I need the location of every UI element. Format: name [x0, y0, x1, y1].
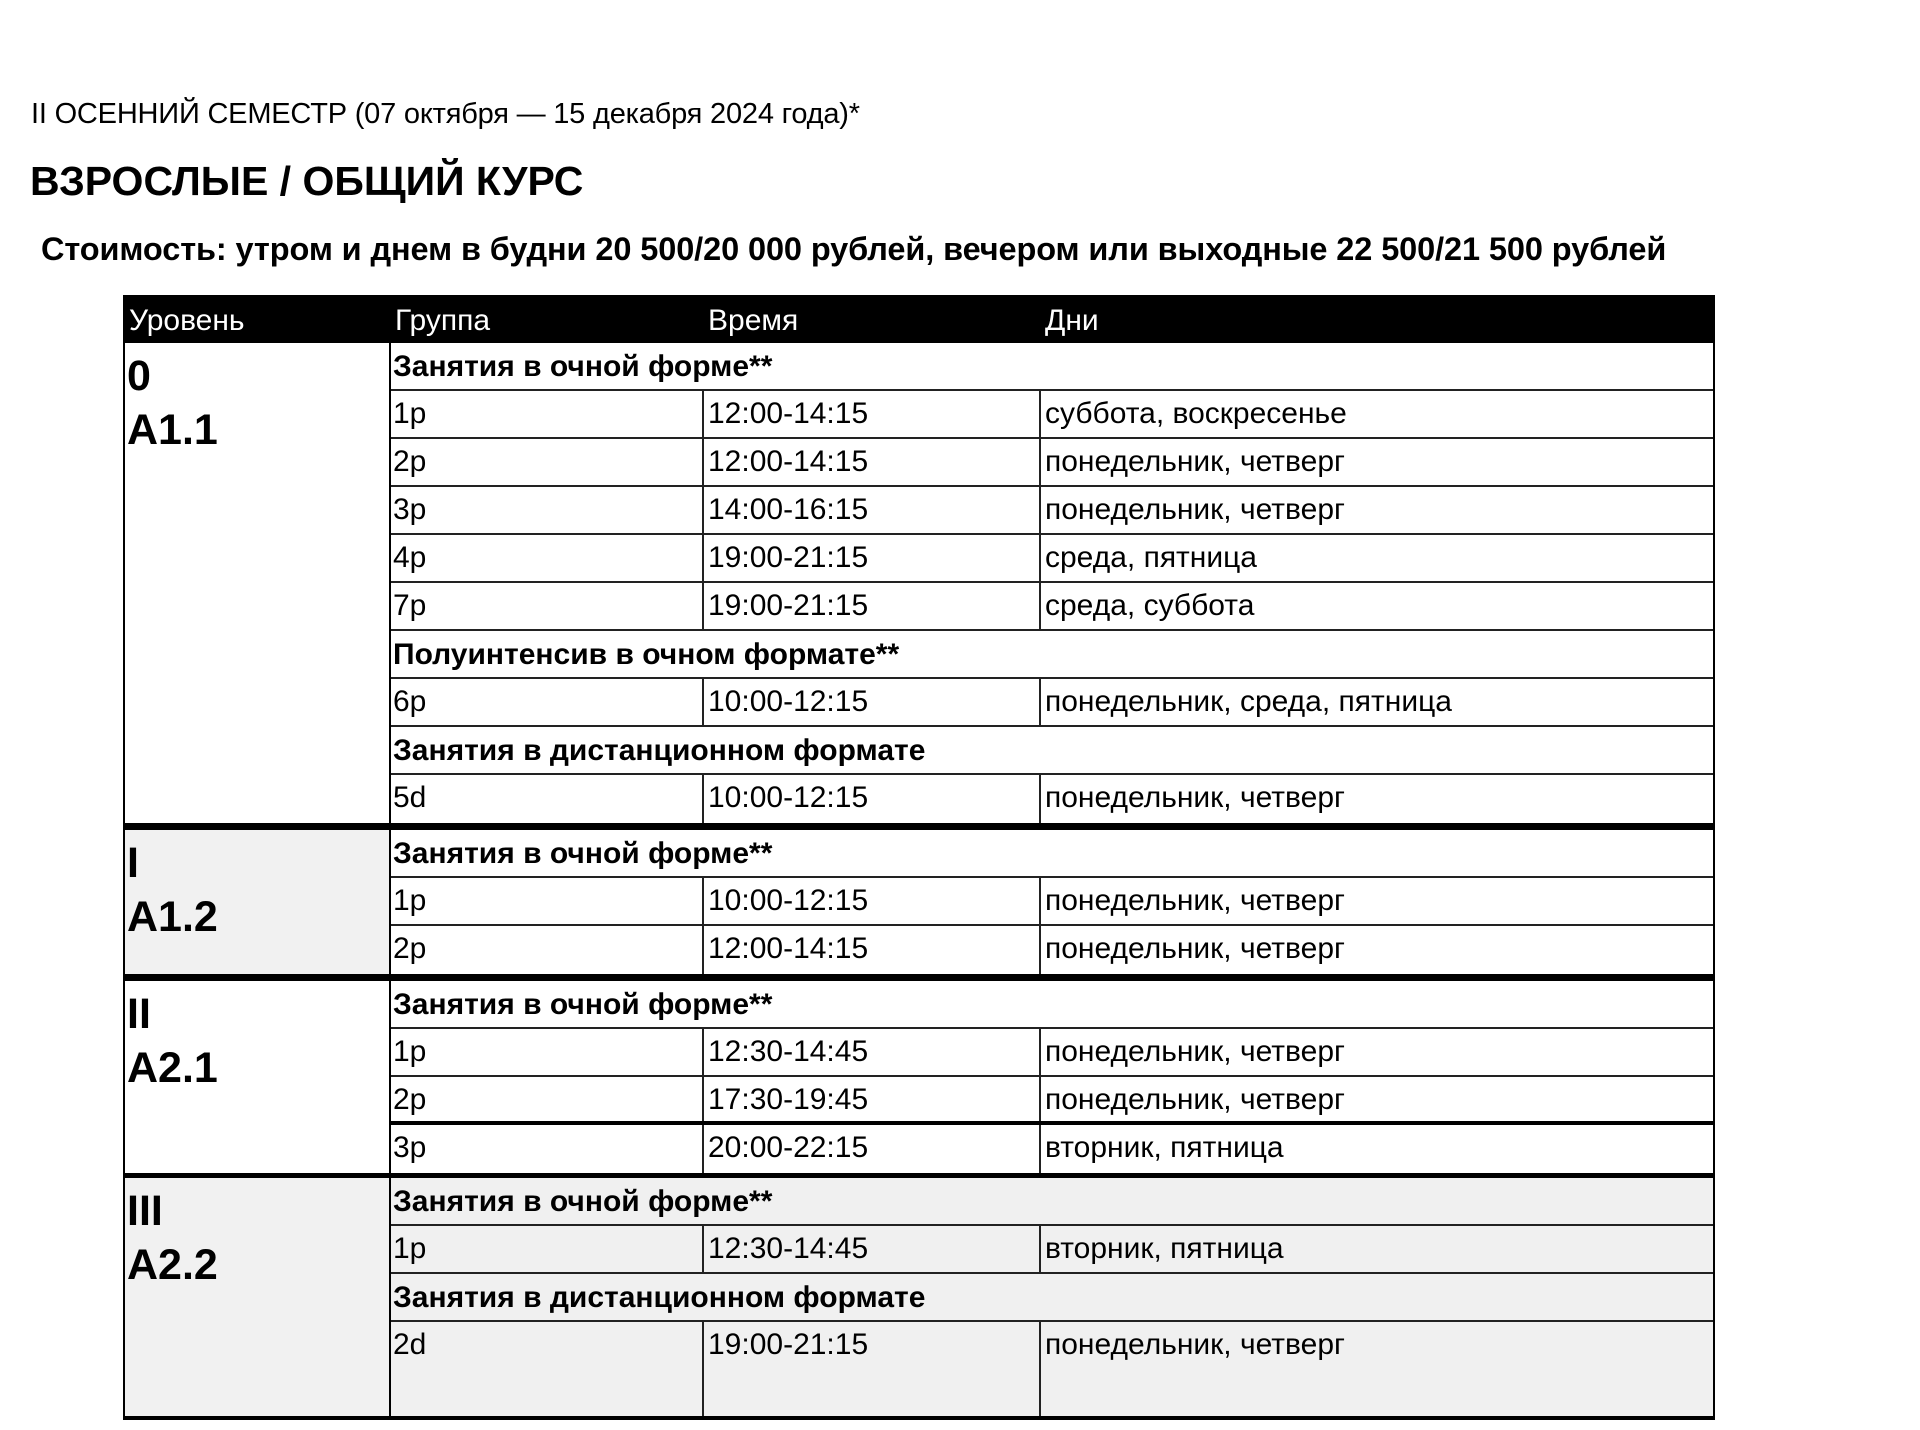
- group-cell: 3p: [391, 1125, 704, 1173]
- format-band: Занятия в очной форме**: [391, 1178, 1713, 1226]
- level-code: A1.1: [127, 406, 218, 454]
- level-number: III: [127, 1187, 163, 1235]
- format-band: Занятия в очной форме**: [391, 830, 1713, 878]
- table-row: [391, 487, 1713, 535]
- level-section-2: [125, 974, 1713, 1173]
- time-cell: 20:00-22:15: [704, 1125, 1041, 1173]
- level-section-1: [125, 823, 1713, 974]
- format-band: Полуинтенсив в очном формате**: [391, 631, 1713, 679]
- table-row: [391, 1226, 1713, 1274]
- days-cell: понедельник, четверг: [1045, 1035, 1345, 1068]
- table-row: [391, 775, 1713, 823]
- group-cell: 1p: [391, 1226, 704, 1272]
- table-row: [391, 535, 1713, 583]
- time-cell: 10:00-12:15: [704, 775, 1041, 823]
- table-row: [391, 583, 1713, 631]
- days-cell: понедельник, четверг: [1045, 493, 1345, 526]
- level-rows: [391, 1178, 1713, 1416]
- time-cell: 12:00-14:15: [704, 391, 1041, 437]
- format-band: Занятия в очной форме**: [391, 981, 1713, 1029]
- days-cell: понедельник, четверг: [1045, 1083, 1345, 1116]
- group-cell: 4p: [391, 535, 704, 581]
- group-cell: 3p: [391, 487, 704, 533]
- level-number: I: [127, 839, 139, 887]
- format-band: Занятия в очной форме**: [391, 343, 1713, 391]
- level-rows: [391, 981, 1713, 1173]
- group-cell: 5d: [391, 775, 704, 823]
- time-cell: 19:00-21:15: [704, 583, 1041, 629]
- time-cell: 17:30-19:45: [704, 1077, 1041, 1121]
- level-number: II: [127, 990, 151, 1038]
- level-rows: [391, 830, 1713, 974]
- level-rows: [391, 343, 1713, 823]
- time-cell: 10:00-12:15: [704, 679, 1041, 725]
- days-cell: понедельник, среда, пятница: [1045, 685, 1452, 718]
- table-row: [391, 391, 1713, 439]
- days-cell: понедельник, четверг: [1045, 932, 1345, 965]
- group-cell: 2p: [391, 439, 704, 485]
- level-section-3: [125, 1173, 1713, 1420]
- table-row: [391, 1029, 1713, 1077]
- header-time: Время: [708, 304, 799, 337]
- table-row: [391, 926, 1713, 974]
- days-cell: суббота, воскресенье: [1045, 397, 1347, 430]
- table-row: [391, 1077, 1713, 1125]
- table-row: [391, 439, 1713, 487]
- level-cell: [125, 981, 391, 1173]
- days-cell: понедельник, четверг: [1045, 1328, 1345, 1361]
- group-cell: 1p: [391, 878, 704, 924]
- time-cell: 10:00-12:15: [704, 878, 1041, 924]
- days-cell: среда, суббота: [1045, 589, 1255, 622]
- days-cell: понедельник, четверг: [1045, 884, 1345, 917]
- table-row: [391, 1322, 1713, 1416]
- group-cell: 7p: [391, 583, 704, 629]
- level-number: 0: [127, 352, 151, 400]
- cost-line: Стоимость: утром и днем в будни 20 500/20 000 рублей, вечером или выходные 22 500/21 500 рублей: [41, 231, 1667, 267]
- level-code: A2.1: [127, 1044, 218, 1092]
- group-cell: 2d: [391, 1322, 704, 1416]
- group-cell: 1p: [391, 391, 704, 437]
- time-cell: 14:00-16:15: [704, 487, 1041, 533]
- header-days: Дни: [1045, 304, 1099, 337]
- days-cell: понедельник, четверг: [1045, 781, 1345, 814]
- table-row: [391, 878, 1713, 926]
- days-cell: вторник, пятница: [1045, 1131, 1284, 1164]
- level-code: A2.2: [127, 1241, 218, 1289]
- time-cell: 12:30-14:45: [704, 1029, 1041, 1075]
- format-band: Занятия в дистанционном формате: [391, 727, 1713, 775]
- time-cell: 12:00-14:15: [704, 926, 1041, 974]
- level-cell: [125, 1178, 391, 1416]
- schedule-table: [123, 295, 1715, 1420]
- header-group: Группа: [395, 304, 491, 337]
- course-title: ВЗРОСЛЫЕ / ОБЩИЙ КУРС: [30, 158, 584, 204]
- table-row: [391, 679, 1713, 727]
- time-cell: 19:00-21:15: [704, 1322, 1041, 1416]
- format-band: Занятия в дистанционном формате: [391, 1274, 1713, 1322]
- table-row: [391, 1125, 1713, 1173]
- level-cell: [125, 343, 391, 823]
- group-cell: 2p: [391, 926, 704, 974]
- days-cell: понедельник, четверг: [1045, 445, 1345, 478]
- time-cell: 19:00-21:15: [704, 535, 1041, 581]
- semester-heading: II ОСЕННИЙ СЕМЕСТР (07 октября — 15 декабря 2024 года)*: [31, 98, 860, 130]
- header-level: Уровень: [129, 304, 245, 337]
- time-cell: 12:30-14:45: [704, 1226, 1041, 1272]
- level-cell: [125, 830, 391, 974]
- days-cell: вторник, пятница: [1045, 1232, 1284, 1265]
- time-cell: 12:00-14:15: [704, 439, 1041, 485]
- days-cell: среда, пятница: [1045, 541, 1257, 574]
- group-cell: 1p: [391, 1029, 704, 1075]
- group-cell: 2p: [391, 1077, 704, 1121]
- table-header-row: [125, 295, 1713, 343]
- level-code: A1.2: [127, 893, 218, 941]
- level-section-0: [125, 343, 1713, 823]
- group-cell: 6p: [391, 679, 704, 725]
